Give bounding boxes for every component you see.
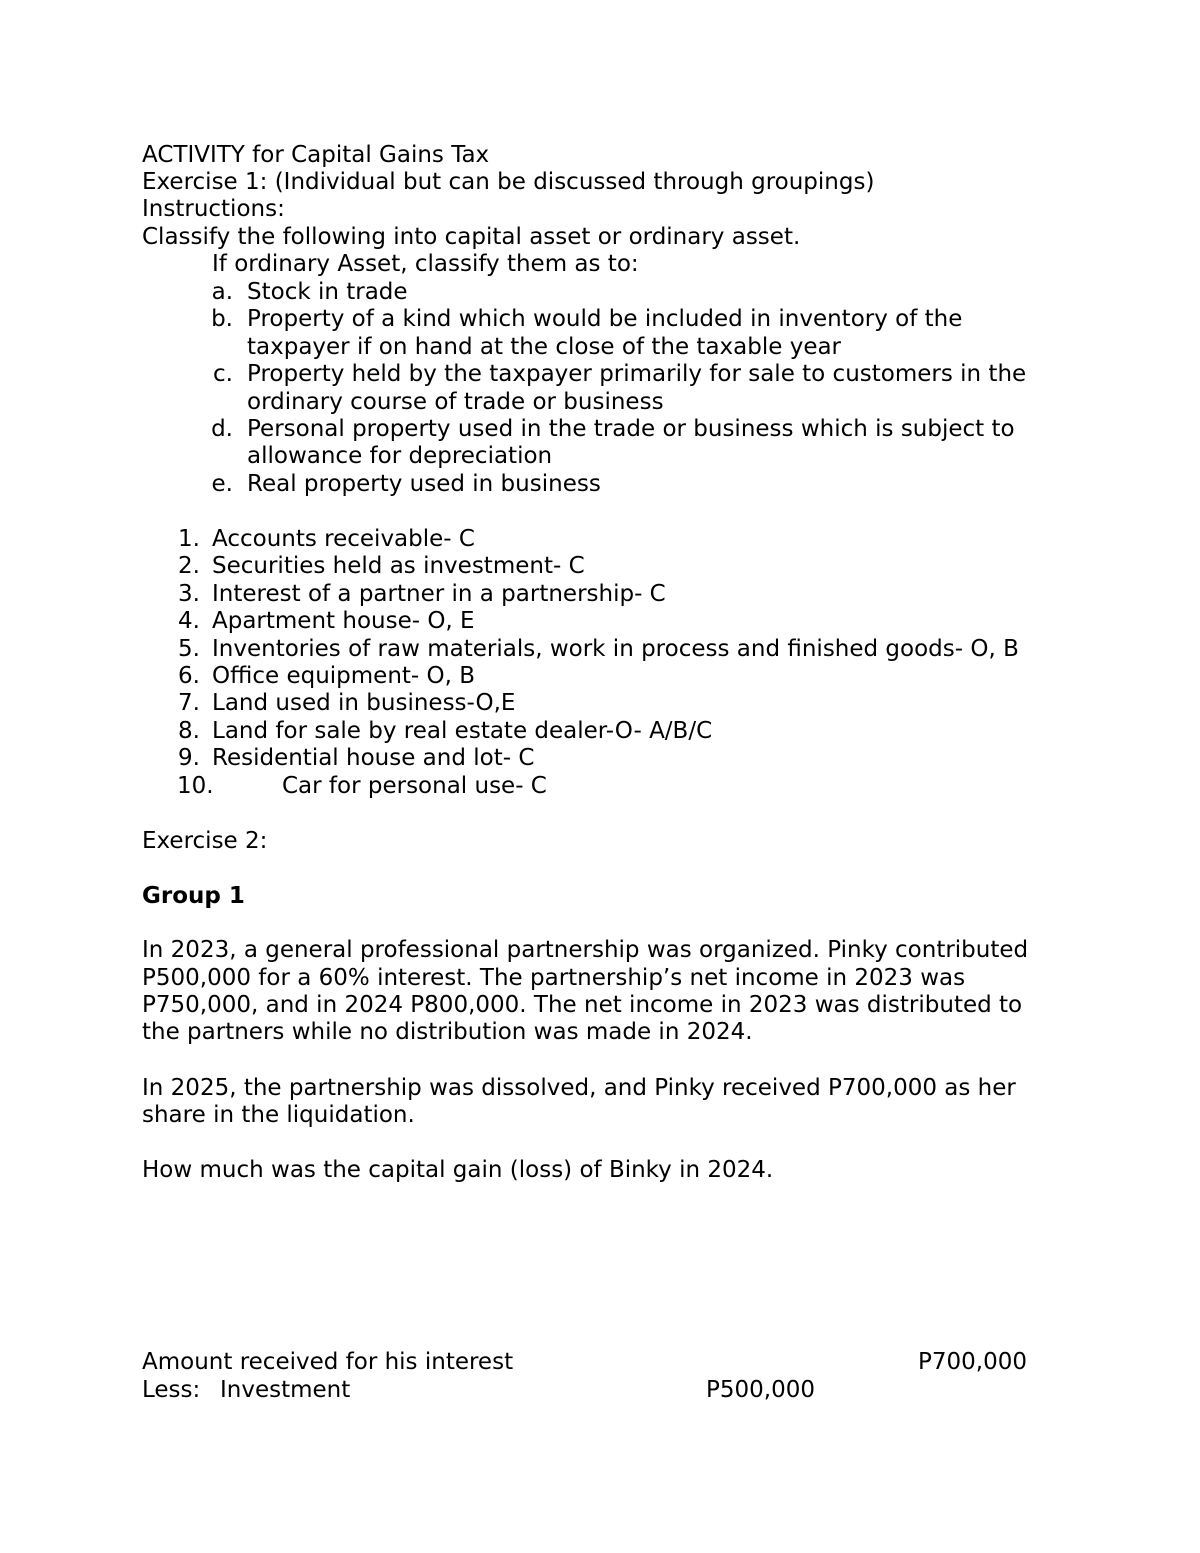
category-marker: c. <box>213 361 233 387</box>
paragraph-line: the partners while no distribution was made in 2024. <box>142 1019 753 1045</box>
list-item: Accounts receivable- C <box>212 526 475 552</box>
list-item: Apartment house- O, E <box>212 608 475 634</box>
paragraph-line: P750,000, and in 2024 P800,000. The net income in 2023 was distributed to <box>142 992 1023 1018</box>
item-marker: 6. <box>178 663 200 689</box>
exercise1-heading: Exercise 1: (Individual but can be discussed through groupings) <box>142 169 875 195</box>
category-text: taxpayer if on hand at the close of the taxable year <box>247 334 842 360</box>
instructions-label: Instructions: <box>142 196 285 222</box>
item-marker: 4. <box>178 608 200 634</box>
item-marker: 9. <box>178 745 200 771</box>
list-item: Office equipment- O, B <box>212 663 476 689</box>
list-item: Land used in business-O,E <box>212 690 516 716</box>
category-text: ordinary course of trade or business <box>247 389 664 415</box>
paragraph-line: share in the liquidation. <box>142 1102 415 1128</box>
category-marker: b. <box>211 306 233 332</box>
category-text: Stock in trade <box>247 279 408 305</box>
question-text: How much was the capital gain (loss) of Binky in 2024. <box>142 1157 774 1183</box>
paragraph-line: In 2025, the partnership was dissolved, and Pinky received P700,000 as her <box>142 1075 1016 1101</box>
computation-label: Amount received for his interest <box>142 1349 514 1375</box>
category-marker: e. <box>211 471 233 497</box>
item-marker: 7. <box>178 690 200 716</box>
item-marker: 2. <box>178 553 200 579</box>
computation-prefix: Less: <box>142 1377 201 1403</box>
category-text: Real property used in business <box>247 471 601 497</box>
item-marker: 1. <box>178 526 200 552</box>
paragraph-line: P500,000 for a 60% interest. The partnership’s net income in 2023 was <box>142 965 966 991</box>
category-text: allowance for depreciation <box>247 443 553 469</box>
category-text: Property held by the taxpayer primarily for sale to customers in the <box>247 361 1027 387</box>
document-title: ACTIVITY for Capital Gains Tax <box>142 142 490 168</box>
item-marker: 5. <box>178 636 200 662</box>
sub-instruction: If ordinary Asset, classify them as to: <box>212 251 639 277</box>
list-item: Securities held as investment- C <box>212 553 585 579</box>
category-text: Property of a kind which would be included in inventory of the <box>247 306 963 332</box>
category-marker: a. <box>211 279 233 305</box>
item-marker: 8. <box>178 718 200 744</box>
computation-value: P700,000 <box>918 1349 1027 1375</box>
list-item: Residential house and lot- C <box>212 745 535 771</box>
computation-value: P500,000 <box>706 1377 815 1403</box>
list-item: Land for sale by real estate dealer-O- A/B/C <box>212 718 713 744</box>
item-marker: 10. <box>177 773 214 799</box>
list-item: Interest of a partner in a partnership- C <box>212 581 666 607</box>
list-item: Inventories of raw materials, work in process and finished goods- O, B <box>212 636 1019 662</box>
group-heading: Group 1 <box>142 883 245 909</box>
paragraph-line: In 2023, a general professional partnership was organized. Pinky contributed <box>142 937 1029 963</box>
instruction-text: Classify the following into capital asset or ordinary asset. <box>142 224 801 250</box>
list-item: Car for personal use- C <box>282 773 547 799</box>
category-marker: d. <box>211 416 233 442</box>
item-marker: 3. <box>178 581 200 607</box>
exercise2-heading: Exercise 2: <box>142 828 268 854</box>
computation-label: Investment <box>220 1377 351 1403</box>
category-text: Personal property used in the trade or business which is subject to <box>247 416 1015 442</box>
